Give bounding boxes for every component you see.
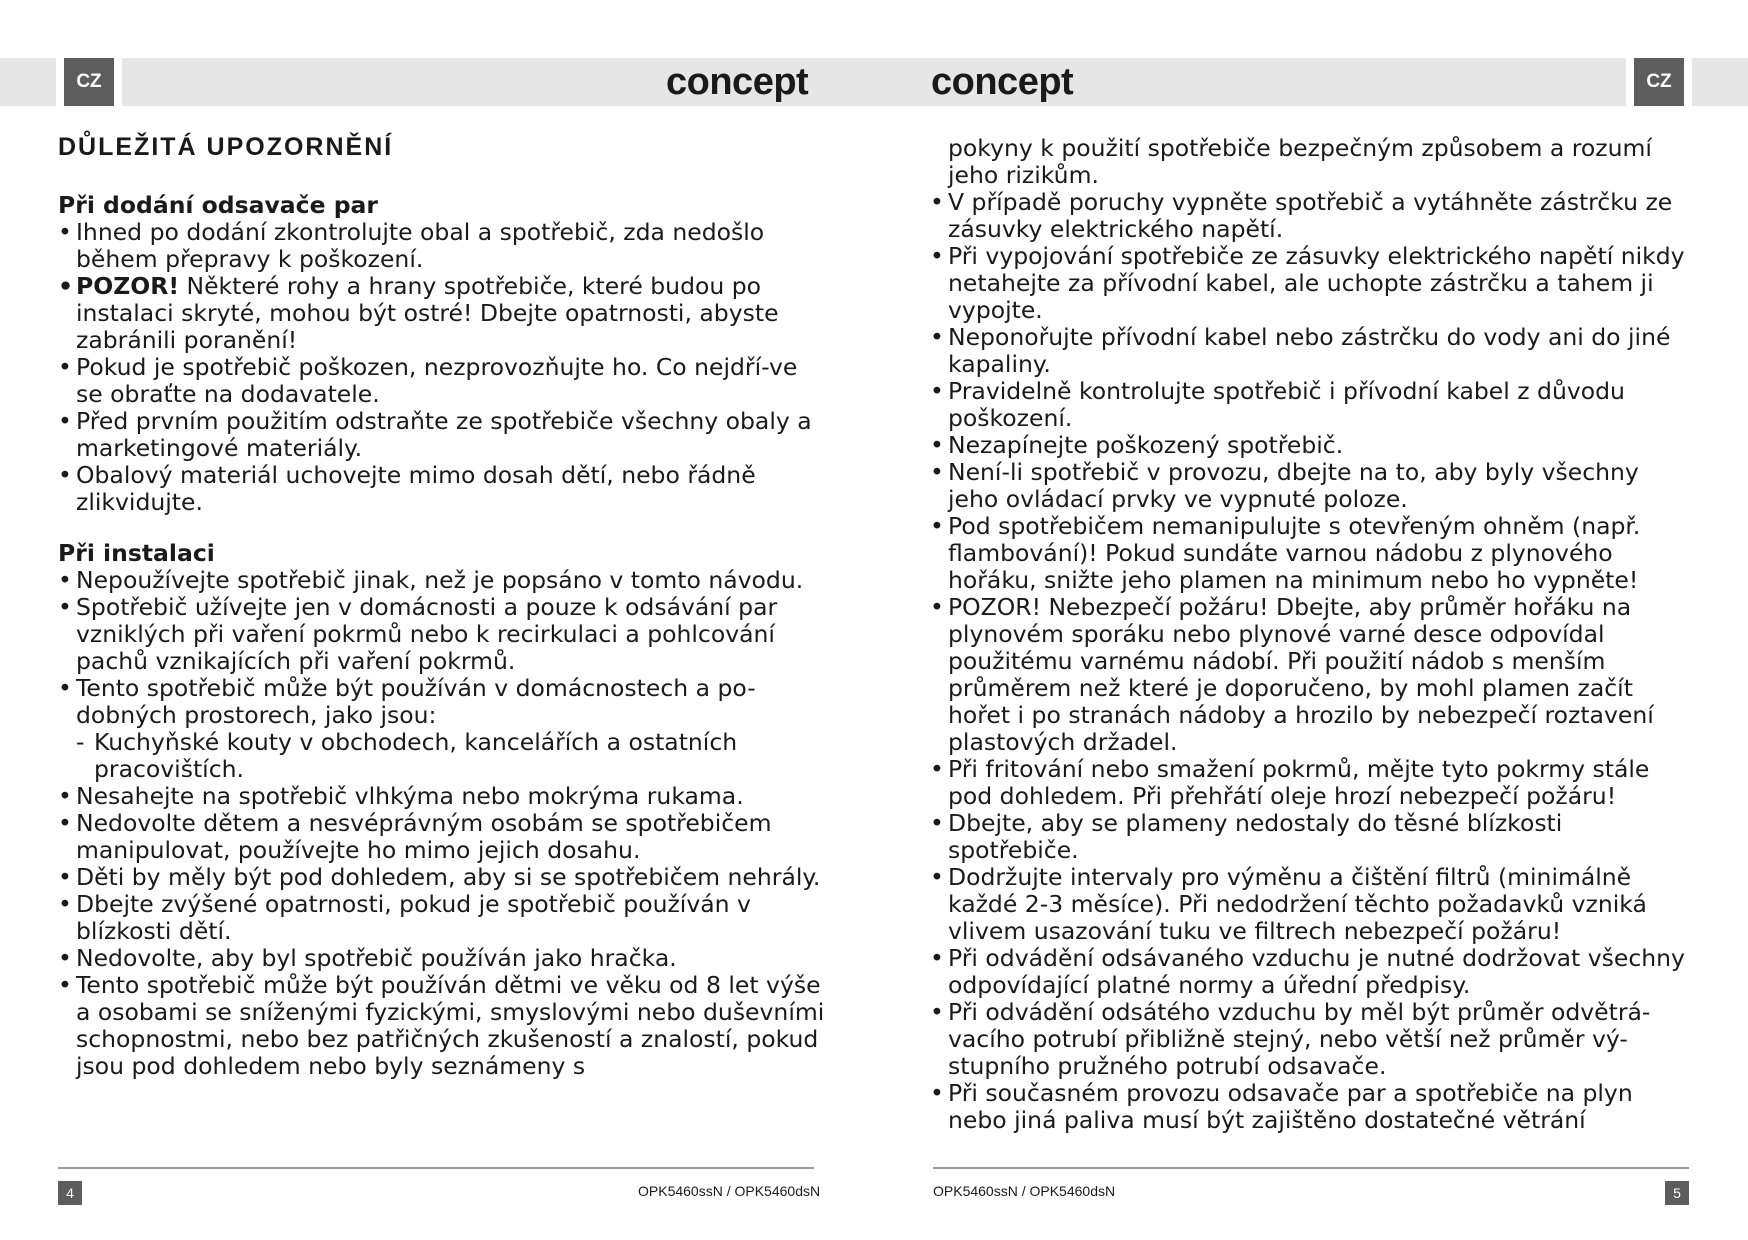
safety-list <box>930 189 1690 1134</box>
page-number-right: 5 <box>1665 1181 1689 1205</box>
list-item: • Není-li spotřebič v provozu, dbejte na to, aby byly všechny jeho ovládací prvky ve vypnuté poloze. <box>930 459 1690 513</box>
list-item: • Při odvádění odsátého vzduchu by měl být průměr odvětrá-vacího potrubí přibližně stejný, nebo větší než průměr vý-stupního pružného potrubí odsavače. <box>930 999 1690 1080</box>
model-number-right: OPK5460ssN / OPK5460dsN <box>933 1183 1116 1199</box>
list-item: • V případě poruchy vypněte spotřebič a vytáhněte zástrčku ze zásuvky elektrického napětí. <box>930 189 1690 243</box>
delivery-list <box>58 219 828 516</box>
list-sub-item: - Kuchyňské kouty v obchodech, kancelářích a ostatních pracovištích. <box>58 729 828 783</box>
list-item-warning <box>58 273 828 354</box>
list-item: • Nezapínejte poškozený spotřebič. <box>930 432 1690 459</box>
list-item: • Nedovolte, aby byl spotřebič používán jako hračka. <box>58 945 828 972</box>
list-item: • Dbejte, aby se plameny nedostaly do těsné blízkosti spotřebiče. <box>930 810 1690 864</box>
list-item: • Pod spotřebičem nemanipulujte s otevřeným ohněm (např. flambování)! Pokud sundáte varnou nádobu z plynového hořáku, snižte jeho plamen na minimum nebo ho vypněte! <box>930 513 1690 594</box>
warning-text: Některé rohy a hrany spotřebiče, které budou po instalaci skryté, mohou být ostré! Dbejte opatrnosti, abyste zabránili poranění! <box>76 272 779 354</box>
list-item: • Nepoužívejte spotřebič jinak, než je popsáno v tomto návodu. <box>58 567 828 594</box>
header-gap <box>1684 58 1692 106</box>
left-page-content <box>58 132 828 1080</box>
list-item: • Dbejte zvýšené opatrnosti, pokud je spotřebič používán v blízkosti dětí. <box>58 891 828 945</box>
list-item: • Tento spotřebič může být používán dětmi ve věku od 8 let výše a osobami se sníženými fyzickými, smyslovými nebo duševními schopnostmi, nebo bez patřičných zkušeností a znalostí, pokud jsou pod dohledem nebo byly seznámeny s <box>58 972 828 1080</box>
brand-logo-right: concept <box>931 61 1074 103</box>
installation-list <box>58 567 828 1080</box>
list-item: • Spotřebič užívejte jen v domácnosti a pouze k odsávání par vzniklých při vaření pokrmů nebo k recirkulaci a pohlcování pachů vznikajících při vaření pokrmů. <box>58 594 828 675</box>
model-number-left: OPK5460ssN / OPK5460dsN <box>638 1183 821 1199</box>
list-item: • Pokud je spotřebič poškozen, nezprovozňujte ho. Co nejdří-ve se obraťte na dodavatele. <box>58 354 828 408</box>
right-page-content <box>930 135 1690 1134</box>
list-item: • Ihned po dodání zkontrolujte obal a spotřebič, zda nedošlo během přepravy k poškození. <box>58 219 828 273</box>
header-gap <box>114 58 122 106</box>
page-title: DŮLEŽITÁ UPOZORNĚNÍ <box>58 133 394 161</box>
page-number-left: 4 <box>58 1181 82 1205</box>
footer-divider-left <box>58 1167 814 1169</box>
language-badge-right: CZ <box>1634 58 1684 106</box>
list-item: • Při fritování nebo smažení pokrmů, mějte tyto pokrmy stále pod dohledem. Při přehřátí oleje hrozí nebezpečí požáru! <box>930 756 1690 810</box>
language-badge-left: CZ <box>64 58 114 106</box>
list-item: • Pravidelně kontrolujte spotřebič i přívodní kabel z důvodu poškození. <box>930 378 1690 432</box>
footer-divider-right <box>933 1167 1689 1169</box>
list-item: • Neponořujte přívodní kabel nebo zástrčku do vody ani do jiné kapaliny. <box>930 324 1690 378</box>
list-item: • Tento spotřebič může být používán v domácnostech a po-dobných prostorech, jako jsou: <box>58 675 828 729</box>
header-gap <box>1626 58 1634 106</box>
brand-logo-left: concept <box>666 61 809 103</box>
list-item: • Děti by měly být pod dohledem, aby si se spotřebičem nehrály. <box>58 864 828 891</box>
section-title-installation: Při instalaci <box>58 539 215 567</box>
section-title-delivery: Při dodání odsavače par <box>58 191 378 219</box>
list-item: • Při odvádění odsávaného vzduchu je nutné dodržovat všechny odpovídající platné normy a úřední předpisy. <box>930 945 1690 999</box>
list-item: • Nesahejte na spotřebič vlhkýma nebo mokrýma rukama. <box>58 783 828 810</box>
list-item: • Nedovolte dětem a nesvéprávným osobám se spotřebičem manipulovat, používejte ho mimo jejich dosahu. <box>58 810 828 864</box>
list-item: • Při vypojování spotřebiče ze zásuvky elektrického napětí nikdy netahejte za přívodní kabel, ale uchopte zástrčku a tahem ji vypojte. <box>930 243 1690 324</box>
list-item: • Před prvním použitím odstraňte ze spotřebiče všechny obaly a marketingové materiály. <box>58 408 828 462</box>
list-item: • POZOR! Nebezpečí požáru! Dbejte, aby průměr hořáku na plynovém sporáku nebo plynové varné desce odpovídal použitému varnému nádobí. Při použití nádob s menším průměrem než které je doporučeno, by mohl plamen začít hořet i po stranách nádoby a hrozilo by nebezpečí roztavení plastových držadel. <box>930 594 1690 756</box>
continuation-text: pokyny k použití spotřebiče bezpečným způsobem a rozumí jeho rizikům. <box>948 134 1652 189</box>
list-item: • Obalový materiál uchovejte mimo dosah dětí, nebo řádně zlikvidujte. <box>58 462 828 516</box>
list-item: • Při současném provozu odsavače par a spotřebiče na plyn nebo jiná paliva musí být zajištěno dostatečné větrání <box>930 1080 1690 1134</box>
header-gap <box>56 58 64 106</box>
list-item: • Dodržujte intervaly pro výměnu a čištění filtrů (minimálně každé 2-3 měsíce). Při nedodržení těchto požadavků vzniká vlivem usazování tuku ve filtrech nebezpečí požáru! <box>930 864 1690 945</box>
warning-label: POZOR! <box>76 272 180 300</box>
